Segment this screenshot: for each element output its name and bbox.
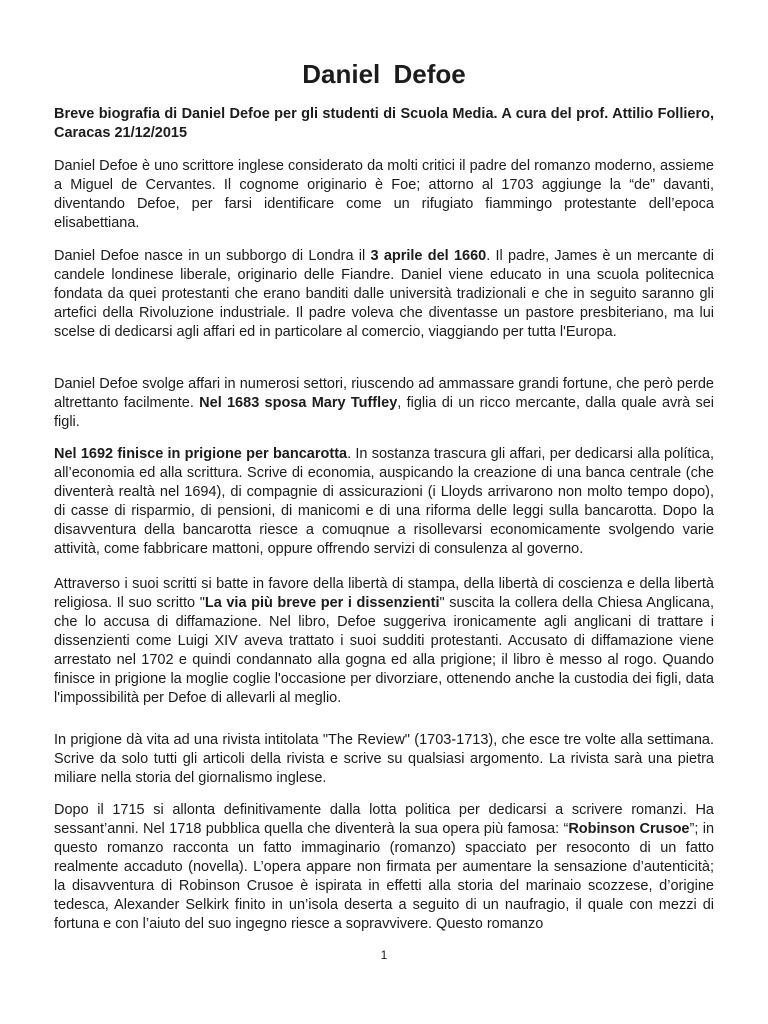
paragraph-intro: Daniel Defoe è uno scrittore inglese considerato da molti critici il padre del romanzo moderno, assieme a Miguel de Cervantes. Il cognome originario è Foe; attorno al 1703 aggiunge la “de” davanti, diventando Defoe, per farsi identificare come un rifugiato fiammingo protestante dell’epoca elisabettiana. <box>54 158 714 231</box>
paragraph-business <box>54 375 714 432</box>
paragraph-novels <box>54 801 714 934</box>
paragraph-text: Daniel Defoe nasce in un subborgo di Londra il <box>54 248 371 264</box>
paragraph-review: In prigione dà vita ad una rivista intitolata "The Review" (1703-1713), che esce tre volte alla settimana. Scrive da solo tutti gli articoli della rivista e scrive su qualsiasi argomento. La rivista sarà una pietra miliare nella storia del giornalismo inglese. <box>54 732 714 786</box>
robinson-crusoe-highlight: Robinson Crusoe <box>568 821 690 837</box>
paragraph-birth <box>54 247 714 342</box>
paragraph-text: Dopo il 1715 si allonta definitivamente dalla lotta politica per dedicarsi a scrivere romanzi. Ha sessant’anni. Nel 1718 pubblica quella che diventerà la sua opera più famosa: “ <box>54 802 714 837</box>
book-title-highlight: La via più breve per i dissenzienti <box>204 595 440 611</box>
paragraph-text: , figlia di un ricco mercante, dalla quale avrà sei figli. <box>54 395 714 430</box>
marriage-highlight: Nel 1683 sposa Mary Tuffley <box>199 395 398 411</box>
birth-date-highlight: 3 aprile del 1660 <box>370 248 487 264</box>
document-subtitle: Breve biografia di Daniel Defoe per gli studenti di Scuola Media. A cura del prof. Attilio Folliero, Caracas 21/12/2015 <box>54 106 714 141</box>
paragraph-text: ”; in questo romanzo racconta un fatto immaginario (romanzo) spacciato per resoconto di un fatto realmente accaduto (novella). L’opera appare non firmata per aumentare la sensazione d’autenticità; la disavventura di Robinson Crusoe è ispirata in effetti alla storia del marinaio scozzese, d’origine tedesca, Alexander Selkirk finito in un’isola deserta a seguito di un naufragio, il quale con mezzi di fortuna e con l’aiuto del suo ingegno riesce a sopravvivere. Questo romanzo <box>54 821 715 932</box>
paragraph-text: " suscita la collera della Chiesa Anglicana, che lo accusa di diffamazione. Nel libro, Defoe suggeriva ironicamente agli anglicani di trattare i dissenzienti come Luigi XIV aveva trattato i suoi sudditi protestanti. Accusato di diffamazione viene arrestato nel 1702 e quindi condannato alla gogna ed alla prigione; il libro è messo al rogo. Quando finisce in prigione la moglie coglie l'occasione per divorziare, ottenendo anche la custodia dei figli, data l'impossibilità per Defoe di allevarli al meglio. <box>54 595 714 706</box>
paragraph-text: Daniel Defoe svolge affari in numerosi settori, riuscendo ad ammassare grandi fortune, che però perde altrettanto facilmente. <box>54 376 714 411</box>
paragraph-text: . In sostanza trascura gli affari, per dedicarsi alla política, all’economia ed alla scrittura. Scrive di economia, auspicando la creazione di una banca centrale (che diventerà realtà nel 1694), di compagnie di assicurazioni (i Lloyds arrivarono non molto tempo dopo), di casse di risparmio, di pensioni, di manicomi e di una riforma delle leggi sulla bancarotta. Dopo la disavventura della bancarotta riesce a comuqnue a risollevarsi economicamente svolgendo varie attività, come fabbricare mattoni, oppure offrendo servizi di consulenza al governo. <box>54 446 714 557</box>
page-title: Daniel Defoe <box>302 59 466 89</box>
paragraph-text: . Il padre, James è un mercante di candele londinese liberale, originario delle Fiandre. Daniel viene educato in una scuola politecnica fondata da quei protestanti che erano banditi dalle università tradizionali e che in seguito saranno gli artefici della Rivoluzione industriale. Il padre voleva che diventasse un pastore presbiteriano, ma lui scelse di dedicarsi agli affari ed in particolare al comercio, viaggiando per tutta l'Europa. <box>54 248 714 340</box>
paragraph-text: Attraverso i suoi scritti si batte in favore della libertà di stampa, della libertà di coscienza e della libertà religiosa. Il suo scritto " <box>54 576 714 611</box>
paragraph-prison <box>54 445 714 559</box>
prison-highlight: Nel 1692 finisce in prigione per bancarotta <box>54 446 348 462</box>
page-number: 1 <box>380 948 388 962</box>
paragraph-freedom <box>54 575 714 708</box>
